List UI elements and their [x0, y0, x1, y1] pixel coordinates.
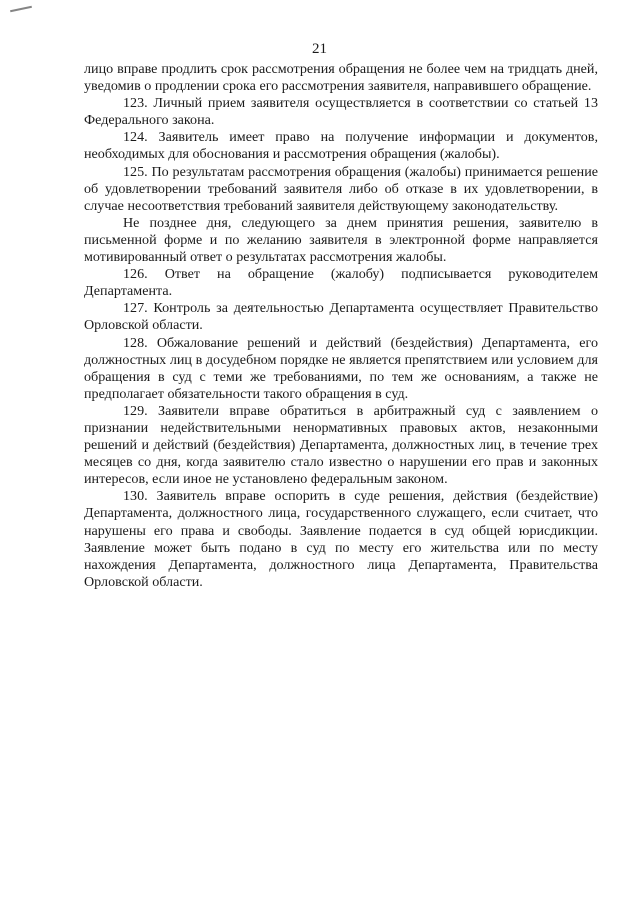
paragraph-125: 125. По результатам рассмотрения обращения (жалобы) принимается решение об удовлетворении требований заявителя либо об отказе в их удовлетворении, в случае несоответствия требований заявителя действующему законодательству. — [84, 163, 598, 214]
document-body — [84, 61, 598, 591]
paragraph-125-response: Не позднее дня, следующего за днем принятия решения, заявителю в письменной форме и по желанию заявителя в электронной форме направляется мотивированный ответ о результатах рассмотрения жалобы. — [84, 214, 598, 266]
paragraph-128: 128. Обжалование решений и действий (бездействия) Департамента, его должностных лиц в досудебном порядке не является препятствием или условием для обращения в суд с теми же требованиями, по тем же основаниям, а также не предполагает обязательности такого обращения в суд. — [84, 334, 598, 402]
paragraph-continuation: лицо вправе продлить срок рассмотрения обращения не более чем на тридцать дней, уведомив о продлении срока его рассмотрения заявителя, направившего обращение. — [84, 61, 598, 95]
paragraph-127: 127. Контроль за деятельностью Департамента осуществляет Правительство Орловской области. — [84, 300, 598, 334]
paragraph-126: 126. Ответ на обращение (жалобу) подписывается руководителем Департамента. — [84, 266, 598, 300]
scan-mark — [10, 6, 32, 13]
page-number: 21 — [312, 41, 327, 57]
paragraph-129: 129. Заявители вправе обратиться в арбитражный суд с заявлением о признании недействительными ненормативных правовых актов, незаконными решений и действий (бездействия) Департамента, должностных лиц, в течение трех месяцев со дня, когда заявителю стало известно о нарушении его прав и законных интересов, если иное не установлено федеральным законом. — [84, 402, 598, 488]
paragraph-130: 130. Заявитель вправе оспорить в суде решения, действия (бездействие) Департамента, должностного лица, государственного служащего, если считает, что нарушены его права и свободы. Заявление подается в суд общей юрисдикции. Заявление может быть подано в суд по месту его жительства или по месту нахождения Департамента, должностного лица Департамента, Правительства Орловской области. — [84, 488, 598, 590]
paragraph-123: 123. Личный прием заявителя осуществляется в соответствии со статьей 13 Федерального закона. — [84, 95, 598, 129]
paragraph-124: 124. Заявитель имеет право на получение информации и документов, необходимых для обоснования и рассмотрения обращения (жалобы). — [84, 129, 598, 163]
